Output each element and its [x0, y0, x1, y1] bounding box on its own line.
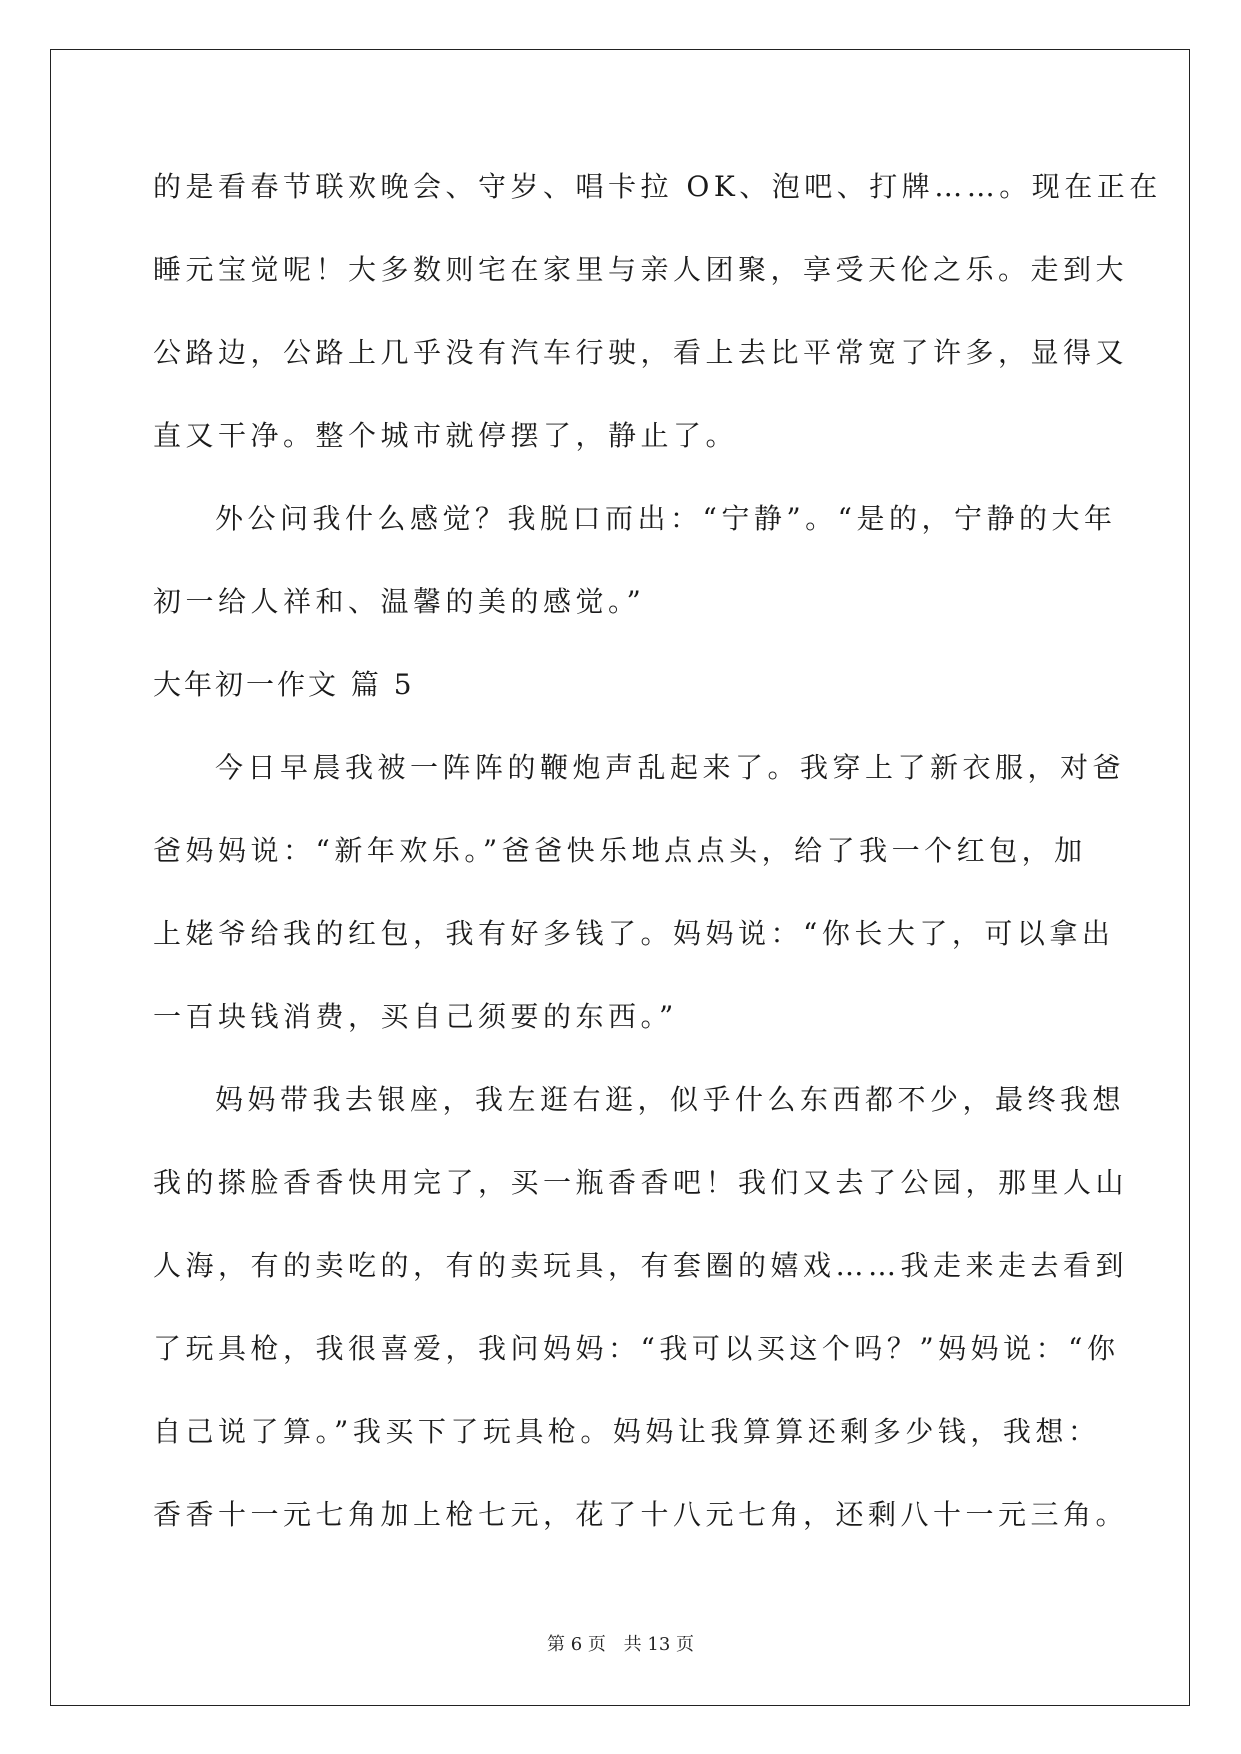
text-line: 初一给人祥和、温馨的美的感觉。” — [153, 585, 646, 618]
section-heading: 大年初一作文 篇 5 — [153, 668, 415, 701]
text-line: 公路边，公路上几乎没有汽车行驶，看上去比平常宽了许多，显得又 — [153, 336, 1129, 369]
text-line: 一百块钱消费，买自己须要的东西。” — [153, 1000, 678, 1033]
text-line: 了玩具枪，我很喜爱，我问妈妈：“我可以买这个吗？”妈妈说：“你 — [153, 1332, 1120, 1365]
text-line: 的是看春节联欢晚会、守岁、唱卡拉 OK、泡吧、打牌……。现在正在 — [153, 170, 1162, 203]
text-line: 人海，有的卖吃的，有的卖玩具，有套圈的嬉戏……我走来走去看到 — [153, 1249, 1129, 1282]
text-line: 外公问我什么感觉？我脱口而出：“宁静”。“是的，宁静的大年 — [215, 502, 1117, 535]
text-line: 我的搽脸香香快用完了，买一瓶香香吧！我们又去了公园，那里人山 — [153, 1166, 1129, 1199]
text-line: 香香十一元七角加上枪七元，花了十八元七角，还剩八十一元三角。 — [153, 1498, 1129, 1531]
page-total: 共 13 页 — [623, 1634, 694, 1655]
text-line: 睡元宝觉呢！大多数则宅在家里与亲人团聚，享受天伦之乐。走到大 — [153, 253, 1129, 286]
text-line: 上姥爷给我的红包，我有好多钱了。妈妈说：“你长大了，可以拿出 — [153, 917, 1115, 950]
text-line: 妈妈带我去银座，我左逛右逛，似乎什么东西都不少，最终我想 — [215, 1083, 1126, 1116]
page-footer — [0, 1630, 1241, 1656]
page-number: 第 6 页 — [547, 1634, 606, 1655]
document-body — [153, 162, 1162, 1573]
text-line: 爸妈妈说：“新年欢乐。”爸爸快乐地点点头，给了我一个红包，加 — [153, 834, 1087, 867]
text-line: 今日早晨我被一阵阵的鞭炮声乱起来了。我穿上了新衣服，对爸 — [215, 751, 1126, 784]
text-line: 直又干净。整个城市就停摆了，静止了。 — [153, 419, 739, 452]
text-line: 自己说了算。”我买下了玩具枪。妈妈让我算算还剩多少钱，我想： — [153, 1415, 1101, 1448]
